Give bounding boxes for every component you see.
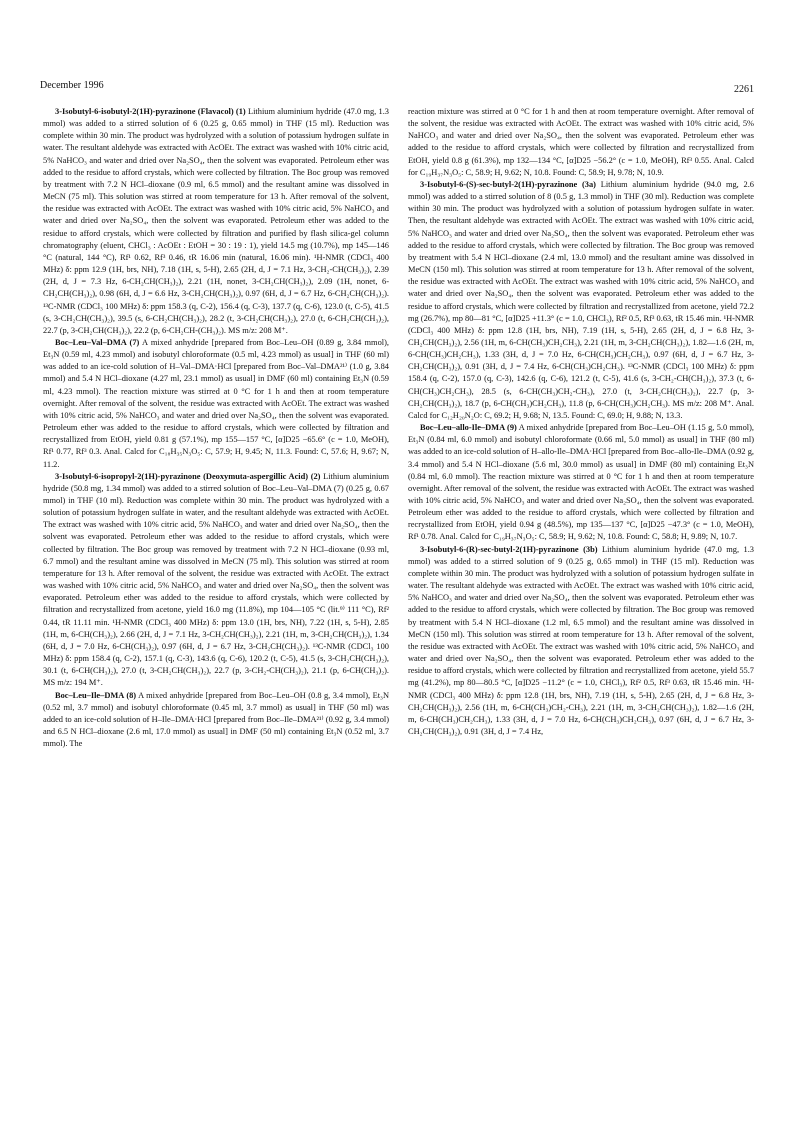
paragraph-body: Lithium aluminium hydride (47.0 mg, 1.3 mmol) was added to a stirred solution of 9 (0.25 g, 0.65 mmol) in THF (15 ml). Reduction was complete within 30 min. The product was hydrolyzed with a solution of potassium hydrogen sulfate in water. The resultant aldehyde was extracted with AcOEt. The extract was washed with 10% citric acid, 5% NaHCO₃ and water and dried over Na₂SO₄, then the solvent was evaporated. Petroleum ether was added to the residue to afford crystals, which were collected by filtration. The Boc group was removed by treatment with 5.4 N HCl–dioxane (1.2 ml, 6.5 mmol) and the resultant amine was dissolved in MeCN (150 ml). This solution was stirred at room temperature for 13 h. After removal of the solvent, the residue was extracted with AcOEt. The extract was washed with 10% citric acid, 5% NaHCO₃ and water and dried over Na₂SO₄, then the solvent was evaporated. Petroleum ether was added to the residue to afford crystals, which were collected by filtration and recrystallized from acetone, yield 55.7 mg (41.2%), mp 80—80.5 °C, [α]D25 −11.2° (c = 1.0, CHCl₃), Rf² 0.5, Rf³ 0.63, tR 15.46 min. ¹H-NMR (CDCl₃ 400 MHz) δ: ppm 12.8 (1H, brs, NH), 7.19 (1H, s, 5-H), 2.65 (2H, d, J = 6.8 Hz, 3-CH₂CH(CH₃)₂), 2.56 (1H, m, 6-CH(CH₃)CH₂-CH₃), 2.21 (1H, m, 3-CH₂CH(CH₃)₂), 1.82—1.6 (2H, m, 6-CH(CH₃)CH₂CH₃), 1.33 (3H, d, J = 7.0 Hz, 6-CH(CH₃)CH₂CH₃), 0.97 (6H, d, J = 6.7 Hz, 3-CH₂CH(CH₃)₂), 0.91 (3H, d, J = 7.4 Hz, (408, 544, 754, 736)
right-column (408, 106, 754, 738)
paragraph-deoxymuta-aspergillic-acid (43, 471, 389, 690)
paragraph-body: Lithium aluminium hydride (50.8 mg, 1.34 mmol) was added to a stirred solution of Boc–Leu–Val–DMA (7) (0.25 g, 0.67 mmol) in THF (10 ml). Reduction was complete within 30 min. The product was hydrolyzed with a solution of potassium hydrogen sulfate in water, and the resultant aldehyde was extracted with AcOEt. The extract was washed with 10% citric acid, 5% NaHCO₃ and water and dried over Na₂SO₄, then the solvent was evaporated. Petroleum ether was added to the residue to afford crystals, which were collected by filtration. The Boc group was removed by treatment with 7.2 N HCl–dioxane (0.93 ml, 6.7 mmol) and the resultant amine was dissolved in MeCN (75 ml). This solution was stirred at room temperature for 13 h. After removal of the solvent, the residue was extracted with AcOEt. The extract was washed with 10% citric acid, 5% NaHCO₃ and water and dried over Na₂SO₄, then the solvent was evaporated. Petroleum ether was added to the residue to afford crystals, which were collected by filtration and recrystallized from acetone, yield 16.0 mg (11.8%), mp 104—105 °C (lit.⁹⁾ 111 °C), Rf² 0.44, tR 11.11 min. ¹H-NMR (CDCl₃ 400 MHz) δ: ppm 13.0 (1H, brs, NH), 7.22 (1H, s, 5-H), 2.85 (1H, m, 6-CH(CH₃)₂), 2.66 (2H, d, J = 7.1 Hz, 3-CH₂CH(CH₃)₂), 2.21 (1H, m, 3-CH₂CH(CH₃)₂), 1.34 (6H, d, J = 7.0 Hz, 6-CH(CH₃)₂), 0.97 (6H, d, J = 6.7 Hz, 3-CH₂CH(CH₃)₂). ¹³C-NMR (CDCl₃ 100 MHz) δ: ppm 158.4 (q, C-2), 157.1 (q, C-3), 143.6 (q, C-6), 120.2 (t, C-5), 41.5 (s, 3-CH₂CH(CH₃)₂), 30.1 (t, 6-CH(CH₃)₂), 27.0 (t, 3-CH₂CH(CH₃)₂), 22.7 (p, 3-CH₂-CH(CH₃)₂), 21.1 (p, 6-CH(CH₃)₂). MS m/z: 194 M⁺. (43, 471, 389, 688)
page-number: 2261 (734, 84, 754, 95)
paragraph-body: reaction mixture was stirred at 0 °C for 1 h and then at room temperature overnight. After removal of the solvent, the residue was extracted with AcOEt. The extract was washed with 10% citric acid, 5% NaHCO₃ and water and dried over Na₂SO₄, then the solvent was evaporated. Petroleum ether was added to the residue to afford crystals, which were collected by filtration and recrystallized from EtOH, yield 0.8 g (61.3%), mp 132—134 °C, [α]D25 −56.2° (c = 1.0, MeOH), Rf³ 0.55. Anal. Calcd for C₁₉H₃₇N₃O₅: C, 58.9; H, 9.62; N, 10.8. Found: C, 58.9; H, 9.78; N, 10.9. (408, 107, 754, 177)
paragraph-body: A mixed anhydride [prepared from Boc–Leu–OH (1.15 g, 5.0 mmol), Et₃N (0.84 ml, 6.0 mmol) and isobutyl chloroformate (0.66 ml, 5.0 mmol) as usual] in THF (80 ml) was added to an ice-cold solution of H–allo-Ile–DMA·HCl [prepared from Boc–allo-Ile–DMA (0.92 g, 3.4 mmol) and 5.4 N HCl–dioxane (5.6 ml, 30.0 mmol) as usual] in DMF (80 ml) containing Et₃N (0.84 ml, 6.0 mmol). The reaction mixture was stirred at 0 °C for 1 h and then at room temperature overnight. After removal of the solvent, the residue was extracted with AcOEt. The extract was washed with 10% citric acid, 5% NaHCO₃ and water and dried over Na₂SO₄, then the solvent was evaporated. Petroleum ether was added to the residue to afford crystals, which were collected by filtration and recrystallized from EtOH, yield 0.94 g (48.5%), mp 135—137 °C, [α]D25 −47.3° (c = 1.0, MeOH), Rf¹ 0.78. Anal. Calcd for C₁₉H₃₇N₃O₅: C, 58.9; H, 9.62; N, 10.8. Found: C, 58.8; H, 9.89; N, 10.7. (408, 423, 754, 542)
compound-heading: Boc–Leu–allo-Ile–DMA (9) (420, 423, 517, 433)
paragraph-body: Lithium aluminium hydride (47.0 mg, 1.3 mmol) was added to a stirred solution of 6 (0.25 g, 0.65 mmol) in THF (15 ml). Reduction was complete within 30 min. The product was hydrolyzed with a solution of potassium hydrogen sulfate in water. The resultant aldehyde was extracted with AcOEt. The extract was washed with 10% citric acid, 5% NaHCO₃ and water and dried over Na₂SO₄, then the solvent was evaporated. Petroleum ether was added to the residue to afford crystals, which were collected by filtration. The Boc group was removed by treatment with 7.2 N HCl–dioxane (0.9 ml, 6.5 mmol) and the resultant amine was dissolved in MeCN (75 ml). This solution was stirred at room temperature for 13 h. After removal of the solvent, the residue was extracted with AcOEt. The extract was washed with 10% citric acid, 5% NaHCO₃ and water and dried over Na₂SO₄, then the solvent was evaporated. Petroleum ether was added to the residue to afford crystals, which were collected by filtration and purified by flash silica-gel column chromatography (eluent, CHCl₃ : AcOEt : EtOH = 30 : 19 : 1), yield 14.5 mg (10.7%), mp 145—146 °C (natural, 144 °C), Rf¹ 0.62, Rf³ 0.46, tR 16.06 min (natural, 16.06 min). ¹H-NMR (CDCl₃ 400 MHz) δ: ppm 12.9 (1H, brs, NH), 7.18 (1H, s, 5-H), 2.65 (2H, d, J = 7.1 Hz, 3-CH₂-CH(CH₃)₂), 2.39 (2H, d, J = 7.3 Hz, 6-CH₂CH(CH₃)₂), 2.21 (1H, nonet, 3-CH₂CH(CH₃)₂), 2.09 (1H, nonet, 6-CH₂CH(CH₃)₂), 0.98 (6H, d, J = 6.6 Hz, 3-CH₂CH(CH₃)₂), 0.97 (6H, d, J = 6.7 Hz, 6-CH₂CH(CH₃)₂). ¹³C-NMR (CDCl₃ 100 MHz) δ: ppm 158.3 (q, C-2), 156.4 (q, C-3), 137.7 (q, C-6), 123.0 (t, C-5), 41.5 (s, 3-CH₂CH(CH₃)₂), 39.5 (s, 6-CH₂CH(CH₃)₂), 28.2 (t, 3-CH₂CH(CH₃)₂), 27.0 (t, 6-CH₂CH(CH₃)₂), 22.7 (p, 3-CH₂CH(CH₃)₂), 22.2 (p, 6-CH₂CH-(CH₃)₂). MS m/z: 208 M⁺. (43, 107, 389, 335)
compound-heading: 3-Isobutyl-6-(S)-sec-butyl-2(1H)-pyrazinone (3a) (420, 179, 596, 189)
paragraph-continuation (408, 106, 754, 179)
paragraph-body: A mixed anhydride [prepared from Boc–Leu–OH (0.8 g, 3.4 mmol), Et₃N (0.52 ml, 3.7 mmol) and isobutyl chloroformate (0.45 ml, 3.7 mmol) as usual] in THF (50 ml) was added to an ice-cold solution of H–Ile–DMA·HCl [prepared from Boc–Ile–DMA²¹⁾ (0.92 g, 3.4 mmol) and 6.5 N HCl–dioxane (2.6 ml, 17.0 mmol) as usual] in DMF (50 ml) containing Et₃N (0.52 ml, 3.7 mmol). The (43, 690, 389, 749)
compound-heading: 3-Isobutyl-6-isobutyl-2(1H)-pyrazinone (Flavacol) (1) (55, 107, 246, 116)
compound-heading: 3-Isobutyl-6-(R)-sec-butyl-2(1H)-pyrazinone (3b) (420, 544, 598, 554)
compound-heading: Boc–Leu–Ile–DMA (8) (55, 690, 137, 700)
paragraph-boc-leu-ile-dma (43, 690, 389, 751)
paragraph-body: A mixed anhydride [prepared from Boc–Leu–OH (0.89 g, 3.84 mmol), Et₃N (0.59 ml, 4.23 mmol) and isobutyl chloroformate (0.5 ml, 4.23 mmol) as usual] in THF (60 ml) was added to an ice-cold solution of H–Val–DMA·HCl [prepared from Boc–Val–DMA²¹⁾ (1.0 g, 3.84 mmol) and 5.4 N HCl–dioxane (4.27 ml, 23.1 mmol) as usual] in DMF (60 ml) containing Et₃N (0.59 ml, 4.23 mmol). The reaction mixture was stirred at 0 °C for 1 h and then at room temperature overnight. After removal of the solvent, the residue was extracted with AcOEt. The extract was washed with 10% citric acid, 5% NaHCO₃ and water and dried over Na₂SO₄, then the solvent was evaporated. Petroleum ether was added to the residue to afford crystals, which were collected by filtration and recrystallized from EtOH, yield 0.81 g (57.1%), mp 155—157 °C, [α]D25 −65.6° (c = 1.0, MeOH), Rf¹ 0.77, Rf³ 0.3. Anal. Calcd for C₁₈H₃₅N₃O₅: C, 57.9; H, 9.45; N, 11.3. Found: C, 57.6; H, 9.67; N, 11.2. (43, 337, 389, 469)
paragraph-pyrazinone-3a (408, 179, 754, 422)
left-column (43, 106, 389, 750)
paragraph-body: Lithium aluminium hydride (94.0 mg, 2.6 mmol) was added to a stirred solution of 8 (0.5 g, 1.3 mmol) in THF (30 ml). Reduction was complete within 30 min. The product was hydrolyzed with a solution of potassium hydrogen sulfate in water. Then, the resultant aldehyde was extracted with AcOEt. The extract was washed with 10% citric acid, 5% NaHCO₃ and water and dried over Na₂SO₄, then the solvent was evaporated. Petroleum ether was added to the residue to afford crystals, which were collected by filtration. The Boc group was removed by treatment with 5.4 N HCl–dioxane (2.4 ml, 13.0 mmol) and the resultant amine was dissolved in MeCN (150 ml). This solution was stirred at room temperature for 13 h. After removal of the solvent, the residue was extracted with AcOEt. The extract was washed with 10% citric acid, 5% NaHCO₃ and water and dried over Na₂SO₄, then the solvent was evaporated. Petroleum ether was added to the residue to afford crystals, which were collected by filtration and recrystallized from acetone, yield 72.2 mg (26.7%), mp 80—81 °C, [α]D25 +11.3° (c = 1.0, CHCl₃), Rf² 0.5, Rf³ 0.63, tR 15.46 min. ¹H-NMR (CDCl₃ 400 MHz) δ: ppm 12.8 (1H, brs, NH), 7.19 (1H, s, 5-H), 2.65 (2H, d, J = 6.8 Hz, 3-CH₂CH(CH₃)₂), 2.56 (1H, m, 6-CH(CH₃)CH₂CH₃), 2.21 (1H, m, 3-CH₂CH(CH₃)₂), 1.82—1.6 (2H, m, 6-CH(CH₃)CH₂CH₃), 1.33 (3H, d, J = 7.0 Hz, 6-CH(CH₃)CH₂CH₃), 0.97 (6H, d, J = 6.7 Hz, 3-CH₂CH(CH₃)₂), 0.91 (3H, d, J = 7.4 Hz, 6-CH(CH₃)CH₂CH₃). ¹³C-NMR (CDCl₃ 100 MHz) δ: ppm 158.4 (q, C-2), 157.0 (q, C-3), 142.6 (q, C-6), 121.2 (t, C-5), 41.6 (s, 3-CH₂-CH(CH₃)₂), 37.3 (t, 6-CH(CH₃)CH₂CH₃), 28.5 (s, 6-CH(CH₃)CH₂-CH₃), 27.0 (t, 3-CH₂CH(CH₃)₂), 22.7 (p, 3-CH₂CH(CH₃)₂), 18.7 (p, 6-CH(CH₃)CH₂CH₃), 11.8 (p, 6-CH(CH₃)CH₂CH₃). MS m/z: 208 M⁺. Anal. Calcd for C₁₂H₂₀N₂O: C, 69.2; H, 9.68; N, 13.5. Found: C, 69.0; H, 9.88; N, 13.3. (408, 179, 754, 420)
paragraph-pyrazinone-3b (408, 544, 754, 739)
running-header-date: December 1996 (40, 80, 104, 91)
paragraph-boc-leu-allo-ile-dma (408, 422, 754, 544)
compound-heading: 3-Isobutyl-6-isopropyl-2(1H)-pyrazinone (Deoxymuta-aspergillic Acid) (2) (55, 471, 321, 481)
compound-heading: Boc–Leu–Val–DMA (7) (55, 337, 140, 347)
paragraph-boc-leu-val-dma (43, 337, 389, 471)
paragraph-flavacol (43, 106, 389, 337)
